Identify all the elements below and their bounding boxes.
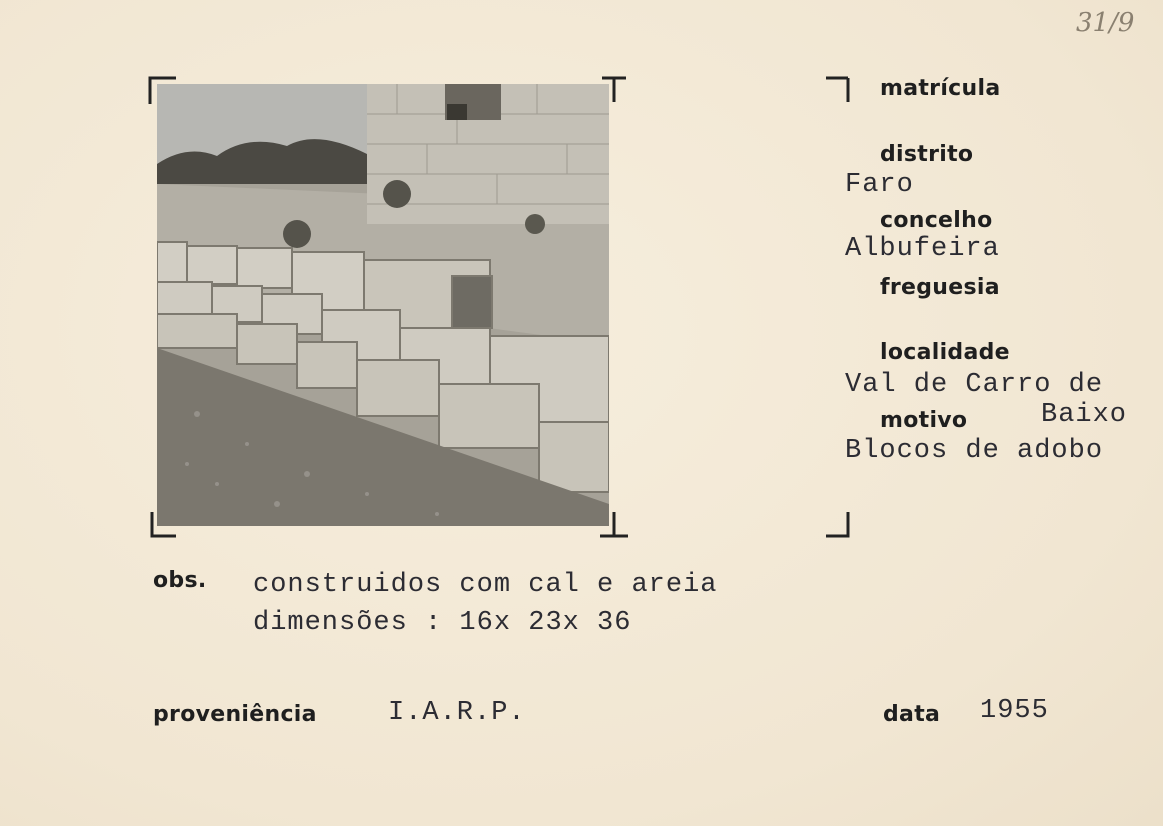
field-corner-top bbox=[824, 76, 854, 106]
label-proveniencia: proveniência bbox=[153, 702, 317, 727]
value-obs-line1: construidos com cal e areia bbox=[253, 570, 718, 600]
value-localidade-line1: Val de Carro de bbox=[845, 370, 1104, 400]
value-localidade-line2: Baixo bbox=[1041, 400, 1128, 430]
value-concelho: Albufeira bbox=[845, 234, 1000, 264]
value-obs-line2: dimensões : 16x 23x 36 bbox=[253, 608, 632, 638]
label-obs: obs. bbox=[153, 568, 207, 593]
label-concelho: concelho bbox=[880, 208, 993, 233]
value-proveniencia: I.A.R.P. bbox=[388, 698, 526, 728]
field-corner-bottom bbox=[824, 510, 854, 540]
value-data: 1955 bbox=[980, 696, 1049, 726]
label-distrito: distrito bbox=[880, 142, 974, 167]
photo-illustration bbox=[157, 84, 609, 526]
value-distrito: Faro bbox=[845, 170, 914, 200]
reference-number: 31/9 bbox=[1076, 8, 1135, 38]
label-motivo: motivo bbox=[880, 408, 968, 433]
label-localidade: localidade bbox=[880, 340, 1010, 365]
label-matricula: matrícula bbox=[880, 76, 1001, 101]
photograph bbox=[157, 84, 609, 526]
label-data: data bbox=[883, 702, 941, 727]
label-freguesia: freguesia bbox=[880, 275, 1000, 300]
value-motivo: Blocos de adobo bbox=[845, 436, 1104, 466]
